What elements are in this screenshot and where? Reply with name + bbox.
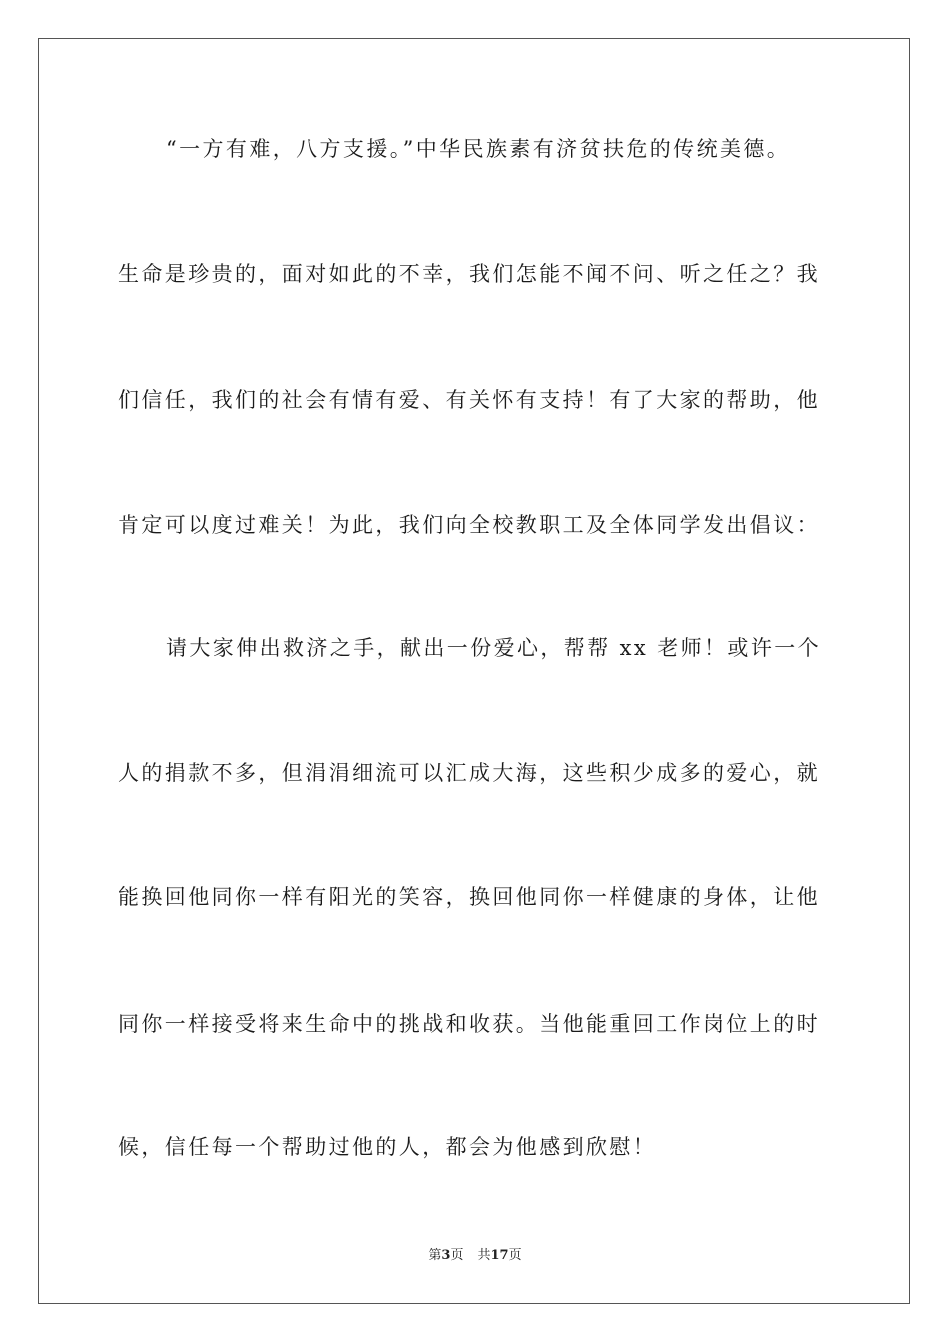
page-number: 3 [441,1248,451,1263]
paragraph-1-line-3: 们信任，我们的社会有情有爱、有关怀有支持！有了大家的帮助，他 [118,388,820,412]
paragraph-1-line-1: “一方有难，八方支援。”中华民族素有济贫扶危的传统美德。 [166,137,791,161]
paragraph-1-line-4: 肯定可以度过难关！为此，我们向全校教职工及全体同学发出倡议： [118,513,820,537]
paragraph-1-line-2: 生命是珍贵的，面对如此的不幸，我们怎能不闻不问、听之任之？我 [118,262,820,286]
page-suffix: 页 [450,1248,464,1263]
paragraph-2-line-1: 请大家伸出救济之手，献出一份爱心，帮帮 xx 老师！或许一个 [166,636,822,660]
paragraph-2-line-4: 同你一样接受将来生命中的挑战和收获。当他能重回工作岗位上的时 [118,1012,820,1036]
paragraph-2-line-3: 能换回他同你一样有阳光的笑容，换回他同你一样健康的身体，让他 [118,885,820,909]
paragraph-2-line-2: 人的捐款不多，但涓涓细流可以汇成大海，这些积少成多的爱心，就 [118,761,820,785]
page-footer [0,1247,950,1265]
paragraph-2-line-5: 候，信任每一个帮助过他的人，都会为他感到欣慰！ [118,1135,657,1159]
total-suffix: 页 [508,1248,522,1263]
total-prefix: 共 [477,1248,491,1263]
total-pages: 17 [490,1248,509,1263]
page-prefix: 第 [428,1248,442,1263]
page-border [38,38,910,1304]
